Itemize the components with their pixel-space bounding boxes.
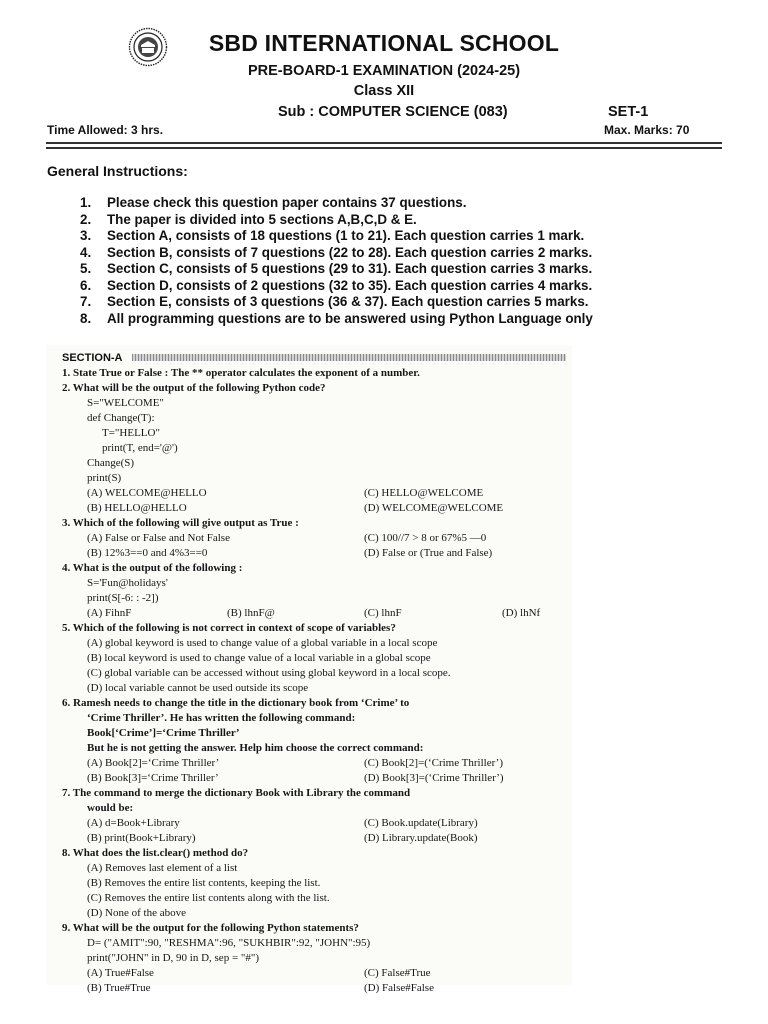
- question-line: (D) local variable cannot be used outside its scope: [87, 682, 309, 694]
- question-line: 6. Ramesh needs to change the title in the dictionary book from ‘Crime’ to: [62, 697, 410, 709]
- instruction-number: 3.: [80, 228, 92, 243]
- instruction-number: 4.: [80, 244, 92, 260]
- question-lines: [46, 345, 572, 994]
- question-line: (D) Library.update(Book): [364, 832, 478, 844]
- question-line: 2. What will be the output of the following Python code?: [62, 382, 326, 394]
- question-line: (B) lhnF@: [227, 607, 275, 619]
- question-line: (A) True#False: [87, 967, 154, 979]
- header-divider: [46, 147, 722, 149]
- instruction-text: Section D, consists of 2 questions (32 to 35). Each question carries 4 marks.: [107, 277, 593, 293]
- instruction-item: [80, 212, 593, 229]
- question-line: (C) global variable can be accessed without using global keyword in a local scope.: [87, 667, 451, 679]
- instruction-item: [80, 311, 593, 328]
- instruction-text: Section B, consists of 7 questions (22 to 28). Each question carries 2 marks.: [107, 244, 593, 260]
- question-line: But he is not getting the answer. Help him choose the correct command:: [87, 742, 424, 754]
- instruction-number: 6.: [80, 277, 92, 293]
- instruction-text: The paper is divided into 5 sections A,B,C,D & E.: [107, 211, 417, 227]
- question-line: (D) False#False: [364, 982, 434, 994]
- question-line: (A) d=Book+Library: [87, 817, 180, 829]
- question-line: (C) Book.update(Library): [364, 817, 478, 829]
- section-heading: SECTION-A: [62, 352, 123, 364]
- instruction-item: [80, 228, 593, 245]
- question-line: S='Fun@holidays': [87, 577, 168, 589]
- question-line: 7. The command to merge the dictionary Book with Library the command: [62, 787, 411, 799]
- question-line: (B) local keyword is used to change value of a local variable in a global scope: [87, 652, 431, 664]
- question-line: print("JOHN" in D, 90 in D, sep = "#"): [87, 952, 260, 964]
- question-line: (B) print(Book+Library): [87, 832, 196, 844]
- question-line: (C) lhnF: [364, 607, 402, 619]
- instruction-text: Section A, consists of 18 questions (1 to 21). Each question carries 1 mark.: [107, 228, 585, 243]
- instructions-title: General Instructions:: [47, 163, 188, 179]
- subject-label: Sub : COMPUTER SCIENCE (083): [278, 104, 508, 120]
- instruction-text: Section E, consists of 3 questions (36 & 37). Each question carries 5 marks.: [107, 294, 589, 309]
- instruction-item: [80, 195, 593, 212]
- instruction-text: Please check this question paper contains 37 questions.: [107, 195, 467, 210]
- question-line: (B) Book[3]=‘Crime Thriller’: [87, 772, 219, 784]
- instruction-item: [80, 245, 593, 262]
- instruction-number: 2.: [80, 211, 92, 227]
- question-line: (A) global keyword is used to change value of a global variable in a local scope: [87, 637, 438, 649]
- question-line: (C) 100//7 > 8 or 67%5 —0: [364, 532, 487, 544]
- instruction-number: 8.: [80, 310, 92, 326]
- instruction-number: 1.: [80, 195, 92, 210]
- question-line: print(S[-6: : -2]): [87, 592, 159, 604]
- instruction-text: Section C, consists of 5 questions (29 to 31). Each question carries 3 marks.: [107, 261, 593, 276]
- question-line: (D) lhNf: [502, 607, 541, 619]
- header-divider: [46, 142, 722, 144]
- instruction-item: [80, 261, 593, 278]
- instruction-text: All programming questions are to be answered using Python Language only: [107, 310, 593, 326]
- question-line: (B) True#True: [87, 982, 151, 994]
- question-line: def Change(T):: [87, 412, 155, 424]
- question-line: (D) False or (True and False): [364, 547, 493, 559]
- question-line: 3. Which of the following will give output as True :: [62, 517, 299, 529]
- question-line: (D) Book[3]=(‘Crime Thriller’): [364, 772, 504, 784]
- question-line: (B) 12%3==0 and 4%3==0: [87, 547, 208, 559]
- question-line: 9. What will be the output for the following Python statements?: [62, 922, 359, 934]
- instruction-number: 7.: [80, 294, 92, 309]
- question-line: (C) Removes the entire list contents along with the list.: [87, 892, 330, 904]
- instruction-item: [80, 294, 593, 311]
- instruction-item: [80, 278, 593, 295]
- question-line: T="HELLO": [102, 427, 160, 439]
- question-line: ‘Crime Thriller’. He has written the following command:: [87, 712, 356, 724]
- max-marks: Max. Marks: 70: [604, 123, 690, 137]
- instruction-number: 5.: [80, 261, 92, 276]
- question-line: D= ("AMIT":90, "RESHMA":96, "SUKHBIR":92, "JOHN":95): [87, 937, 371, 949]
- question-line: 5. Which of the following is not correct in context of scope of variables?: [62, 622, 396, 634]
- question-line: (D) None of the above: [87, 907, 186, 919]
- question-line: Book[‘Crime’]=‘Crime Thriller’: [87, 727, 240, 739]
- question-line: would be:: [87, 802, 134, 814]
- instructions-list: [80, 195, 593, 327]
- question-line: (C) Book[2]=(‘Crime Thriller’): [364, 757, 503, 769]
- question-line: (A) False or False and Not False: [87, 532, 230, 544]
- question-line: 4. What is the output of the following :: [62, 562, 243, 574]
- question-line: (C) HELLO@WELCOME: [364, 487, 484, 499]
- question-line: 8. What does the list.clear() method do?: [62, 847, 249, 859]
- question-line: (B) Removes the entire list contents, keeping the list.: [87, 877, 321, 889]
- section-a-scan: [46, 345, 572, 994]
- time-allowed: Time Allowed: 3 hrs.: [47, 123, 164, 137]
- question-line: S="WELCOME": [87, 397, 164, 409]
- question-line: (A) Removes last element of a list: [87, 862, 238, 874]
- question-line: (A) WELCOME@HELLO: [87, 487, 207, 499]
- question-line: (C) False#True: [364, 967, 431, 979]
- question-line: Change(S): [87, 457, 135, 469]
- class-label: Class XII: [353, 83, 415, 99]
- school-name: SBD INTERNATIONAL SCHOOL: [208, 30, 560, 56]
- question-line: (A) Book[2]=‘Crime Thriller’: [87, 757, 220, 769]
- exam-title: PRE-BOARD-1 EXAMINATION (2024-25): [247, 63, 521, 79]
- question-line: 1. State True or False : The ** operator calculates the exponent of a number.: [62, 367, 420, 379]
- set-label: SET-1: [608, 104, 649, 120]
- question-line: (B) HELLO@HELLO: [87, 502, 187, 514]
- question-line: print(S): [87, 472, 122, 484]
- question-line: (D) WELCOME@WELCOME: [364, 502, 504, 514]
- question-line: print(T, end='@'): [102, 442, 178, 454]
- question-line: (A) FihnF: [87, 607, 132, 619]
